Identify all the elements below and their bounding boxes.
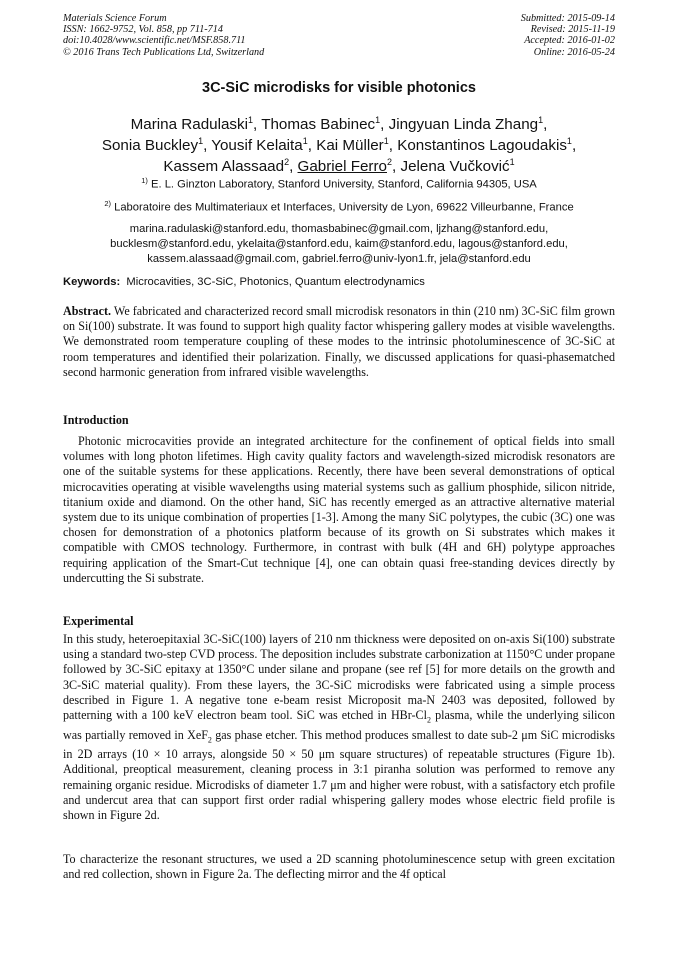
author-affiliation-mark: 2 xyxy=(284,156,290,167)
author-name: Kai Müller xyxy=(316,137,384,154)
author-affiliation-mark: 1 xyxy=(302,135,308,146)
abstract-text: We fabricated and characterized record small microdisk resonators in thin (210 nm) 3C-SiC film grown on Si(100) substrate. It was found to support high quality factor whispering gallery modes at visible wavelengths. We demonstrated room temperature coupling of these modes to the intrinsic photoluminescence of 3C-SiC at room temperatures and identified their polarization. Finally, we discussed applications for quasi-phasematched second harmonic generation from infrared visible wavelengths. xyxy=(63,304,616,379)
introduction-heading: Introduction xyxy=(63,413,129,427)
experimental-text: gas phase etcher. This method produces smallest to date sub-2 μm SiC microdisks in 2D arrays (10 × 10 arrays, alongside 50 × 50 μm square structures) of repeatable structures (Figure 1b). Additional, preoptical measurement, cleaning process in 3:1 piranha solution was performed to remove any remaining organic residue. Microdisks of diameter 1.7 μm and higher were robust, with a satisfactory etch profile and undercut area that can support first order radial whispering gallery modes whose electric field profile is shown in Figure 2d. xyxy=(63,727,615,823)
author-affiliation-mark: 1 xyxy=(375,114,381,125)
author-affiliation-mark: 2 xyxy=(387,156,393,167)
revised-date: Revised: 2015-11-19 xyxy=(530,24,615,36)
subscript: 2 xyxy=(426,715,431,725)
author-line-1: Marina Radulaski$^1$, Thomas Babinec$^1$, Jingyuan Linda Zhang$^1$, xyxy=(130,114,548,133)
author-affiliation-mark: 1 xyxy=(248,114,254,125)
author-affiliation-mark: 1 xyxy=(566,135,572,146)
author-name: Sonia Buckley xyxy=(101,137,199,154)
affiliation-1 xyxy=(63,176,615,191)
author-name: Jelena Vučković xyxy=(400,158,510,175)
author-line-2: Sonia Buckley$^1$, Yousif Kelaita$^1$, Kai Müller$^1$, Konstantinos Lagoudakis$^1$, xyxy=(101,135,577,154)
corresponding-author-name: Gabriel Ferro xyxy=(297,158,387,175)
author-affiliation-mark: 1 xyxy=(198,135,204,146)
online-date: Online: 2016-05-24 xyxy=(533,46,615,58)
paper-title: 3C-SiC microdisks for visible photonics xyxy=(202,80,476,96)
journal-issn: ISSN: 1662-9752, Vol. 858, pp 711-714 xyxy=(63,24,223,36)
keywords-text: Microcavities, 3C-SiC, Photonics, Quantum electrodynamics xyxy=(126,276,425,288)
author-name: Thomas Babinec xyxy=(261,116,376,133)
journal-info xyxy=(63,13,264,58)
author-name: Yousif Kelaita xyxy=(211,137,303,154)
affiliation-text: Laboratoire des Multimateriaux et Interfaces, University de Lyon, 69622 Villeurbanne, France xyxy=(114,201,574,214)
email-list xyxy=(63,222,615,268)
journal-doi[interactable]: doi:10.4028/www.scientific.net/MSF.858.711 xyxy=(63,35,246,47)
affiliation-text: E. L. Ginzton Laboratory, Stanford University, Stanford, California 94305, USA xyxy=(151,178,537,191)
author-line-3: Kassem Alassaad$^2$, Gabriel Ferro$^2$, Jelena Vučković$^1$ xyxy=(163,156,515,175)
journal-copyright: © 2016 Trans Tech Publications Ltd, Switzerland xyxy=(63,46,265,58)
keywords-label: Keywords: xyxy=(63,276,121,288)
email-line[interactable]: bucklesm@stanford.edu, ykelaita@stanford.edu, kaim@stanford.edu, lagous@stanford.edu, xyxy=(110,238,568,251)
experimental-heading: Experimental xyxy=(63,614,134,628)
characterization-paragraph: To characterize the resonant structures, we used a 2D scanning photoluminescence setup with green excitation and red collection, shown in Figure 2a. The deflecting mirror and the 4f optical xyxy=(63,852,615,882)
accepted-date: Accepted: 2016-01-02 xyxy=(524,35,615,47)
experimental-text: In this study, heteroepitaxial 3C-SiC(100) layers of 210 nm thickness were deposited on on-axis Si(100) substrate using a standard two-step CVD process. The deposition includes substrate carbonization at 1150°C under propane followed by 3C-SiC epitaxy at 1350°C under silane and propane (see ref [5] for more details on the growth and 3C-SiC material quality). From these layers, the 3C-SiC microdisks were fabricated using a simple process described in Figure 1. A negative tone e-beam resist Microposit ma-N 2403 was deposited, followed by patterning with a 100 keV electron beam tool. SiC was etched in HBr-Cl xyxy=(63,632,615,723)
abstract-label: Abstract. xyxy=(63,304,112,318)
experimental-text: plasma, while the underlying silicon was partially removed in XeF xyxy=(63,708,615,742)
author-list xyxy=(63,114,615,177)
author-name: Jingyuan Linda Zhang xyxy=(388,116,539,133)
journal-name: Materials Science Forum xyxy=(63,13,167,24)
affiliation-2 xyxy=(63,199,615,214)
keywords xyxy=(63,276,615,288)
author-name: Kassem Alassaad xyxy=(163,158,285,175)
abstract xyxy=(63,304,615,380)
subscript: 2 xyxy=(207,735,212,745)
submission-dates xyxy=(521,13,615,58)
introduction-paragraph: Photonic microcavities provide an integrated architecture for the confinement of optical fields into small volumes with long photon lifetimes. High cavity quality factors and wavelength-sized microdisk resonators are one of the suitable systems for these applications. Recently, there have been several demonstrations of optical microcavities operating at visible wavelengths using material systems such as gallium phosphide, silicon nitride, titanium oxide and diamond. On the other hand, SiC has recently emerged as an attractive alternative material system due to its unique combination of properties [1-3]. Among the many SiC polytypes, the cubic (3C) one was chosen for demonstration of a photonics platform because of its growth on Si substrates which makes it compatible with CMOS technology. Furthermore, in contrast with bulk (4H and 6H) polytype approaches requiring application of the Smart-Cut technique [4], one can obtain quasi free-standing devices directly by undercutting the Si substrate. xyxy=(63,434,615,585)
experimental-paragraph xyxy=(63,632,615,823)
email-line[interactable]: marina.radulaski@stanford.edu, thomasbabinec@gmail.com, ljzhang@stanford.edu, xyxy=(129,223,549,235)
author-affiliation-mark: 1 xyxy=(509,156,515,167)
author-name: Marina Radulaski xyxy=(130,116,248,133)
affiliation-mark: 2) xyxy=(104,199,111,208)
affiliation-mark: 1) xyxy=(141,176,148,185)
author-affiliation-mark: 1 xyxy=(538,114,544,125)
author-name: Konstantinos Lagoudakis xyxy=(397,137,567,154)
author-affiliation-mark: 1 xyxy=(383,135,389,146)
submitted-date: Submitted: 2015-09-14 xyxy=(520,13,615,24)
email-line[interactable]: kassem.alassaad@gmail.com, gabriel.ferro@univ-lyon1.fr, jela@stanford.edu xyxy=(147,253,531,266)
